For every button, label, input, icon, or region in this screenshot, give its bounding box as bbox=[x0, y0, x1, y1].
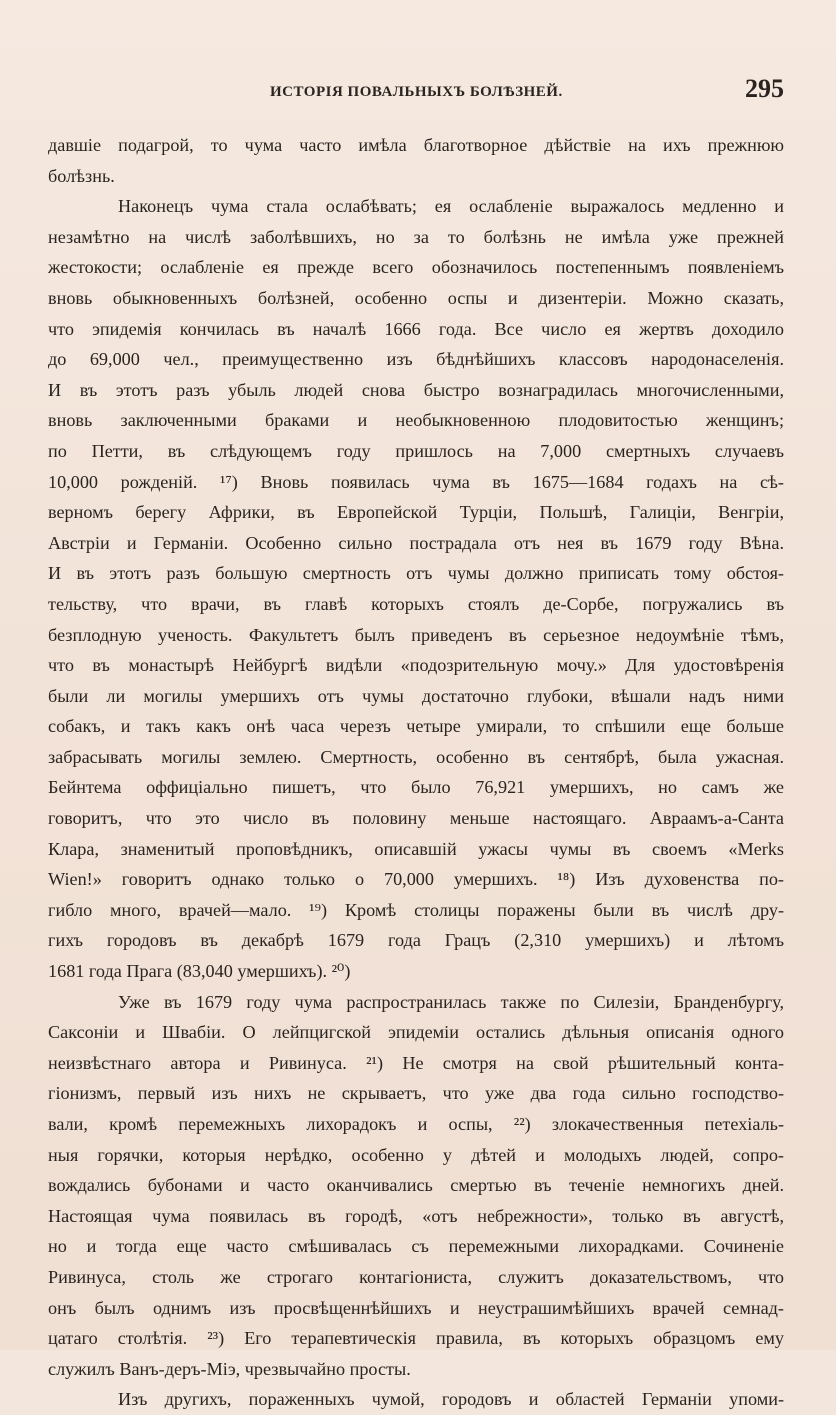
text-line: служилъ Ванъ-деръ-Міэ, чрезвычайно просты. bbox=[48, 1358, 411, 1379]
text-line: тельству, что врачи, въ главѣ которыхъ стоялъ де-Сорбе, погружались въ bbox=[48, 593, 784, 614]
text-line: были ли могилы умершихъ отъ чумы достаточно глубоки, вѣшали надъ ними bbox=[48, 685, 784, 706]
text-line: Изъ другихъ, пораженныхъ чумой, городовъ и областей Германіи упоми- bbox=[118, 1389, 784, 1410]
running-title: ИСТОРІЯ ПОВАЛЬНЫХЪ БОЛѢЗНЕЙ. bbox=[270, 84, 563, 100]
page-number: 295 bbox=[745, 74, 784, 103]
text-line: вождались бубонами и часто оканчивались смертью въ теченіе немногихъ дней. bbox=[48, 1175, 784, 1196]
text-line: 1681 года Прага (83,040 умершихъ). ²⁰) bbox=[48, 961, 351, 982]
text-line: Ривинуса, столь же строгаго контагіониста, служитъ доказательствомъ, что bbox=[48, 1266, 784, 1287]
text-line: вновь обыкновенныхъ болѣзней, особенно оспы и дизентеріи. Можно сказать, bbox=[48, 287, 784, 308]
text-line: Бейнтема оффиціально пишетъ, что было 76,921 умершихъ, но самъ же bbox=[48, 777, 784, 798]
text-line: верномъ берегу Африки, въ Европейской Турціи, Польшѣ, Галиціи, Венгріи, bbox=[48, 502, 784, 523]
text-line: Саксоніи и Швабіи. О лейпцигской эпидеміи остались дѣльныя описанія одного bbox=[48, 1022, 784, 1043]
text-line: давшіе подагрой, то чума часто имѣла благотворное дѣйствіе на ихъ прежнюю bbox=[48, 135, 784, 155]
text-line: вали, кромѣ перемежныхъ лихорадокъ и оспы, ²²) злокачественныя петехіаль- bbox=[48, 1114, 784, 1134]
text-line: что въ монастырѣ Нейбургѣ видѣли «подозрительную мочу.» Для удостовѣренія bbox=[48, 655, 784, 676]
text-line: Настоящая чума появилась въ городѣ, «отъ небрежности», только въ августѣ, bbox=[48, 1205, 784, 1226]
text-line: вновь заключенными браками и необыкновенною плодовитостью женщинъ; bbox=[48, 410, 784, 431]
text-line: ныя горячки, которыя нерѣдко, особенно у дѣтей и молодыхъ людей, сопро- bbox=[48, 1144, 784, 1165]
text-line: гіонизмъ, первый изъ нихъ не скрываетъ, что уже два года сильно господство- bbox=[48, 1083, 784, 1104]
text-line: Австріи и Германіи. Особенно сильно пострадала отъ нея въ 1679 году Вѣна. bbox=[48, 532, 784, 553]
text-line: забрасывать могилы землею. Смертность, особенно въ сентябрѣ, была ужасная. bbox=[48, 746, 784, 767]
text-line: что эпидемія кончилась въ началѣ 1666 года. Все число ея жертвъ доходило bbox=[48, 318, 784, 339]
text-line: гибло много, врачей—мало. ¹⁹) Кромѣ столицы поражены были въ числѣ дру- bbox=[48, 899, 784, 920]
text-line: по Петти, въ слѣдующемъ году пришлось на 7,000 смертныхъ случаевъ bbox=[48, 440, 784, 461]
text-line: неизвѣстнаго автора и Ривинуса. ²¹) Не смотря на свой рѣшительный конта- bbox=[48, 1052, 784, 1073]
text-line: до 69,000 чел., преимущественно изъ бѣднѣйшихъ классовъ народонаселенія. bbox=[48, 349, 784, 370]
text-line: цатаго столѣтія. ²³) Его терапевтическія правила, въ которыхъ образцомъ ему bbox=[48, 1328, 784, 1349]
text-line: 10,000 рожденій. ¹⁷) Вновь появилась чума въ 1675—1684 годахъ на сѣ- bbox=[48, 471, 784, 492]
text-line: болѣзнь. bbox=[48, 165, 115, 186]
text-line: жестокости; ослабленіе ея прежде всего обозначилось постепеннымъ появленіемъ bbox=[48, 257, 784, 278]
page-header bbox=[50, 74, 784, 114]
text-line: но и тогда еще часто смѣшивалась съ перемежными лихорадками. Сочиненіе bbox=[48, 1236, 784, 1257]
text-line: Wien!» говоритъ однако только о 70,000 умершихъ. ¹⁸) Изъ духовенства по- bbox=[48, 869, 784, 890]
text-line: Клара, знаменитый проповѣдникъ, описавшій ужасы чумы въ своемъ «Merks bbox=[48, 838, 784, 859]
text-line: онъ былъ однимъ изъ просвѣщеннѣйшихъ и неустрашимѣйшихъ врачей семнад- bbox=[48, 1297, 784, 1318]
text-line: И въ этотъ разъ большую смертность отъ чумы должно приписать тому обстоя- bbox=[48, 563, 784, 584]
body-text bbox=[48, 130, 784, 1415]
text-line: говоритъ, что это число въ половину меньше настоящаго. Авраамъ-а-Санта bbox=[48, 808, 784, 829]
text-line: безплодную ученость. Факультетъ былъ приведенъ въ серьезное недоумѣніе тѣмъ, bbox=[48, 624, 784, 645]
text-line: И въ этотъ разъ убыль людей снова быстро вознаградилась многочисленными, bbox=[48, 379, 784, 400]
text-line: гихъ городовъ въ декабрѣ 1679 года Грацъ (2,310 умершихъ) и лѣтомъ bbox=[48, 930, 784, 951]
text-line: собакъ, и такъ какъ онѣ часа черезъ четыре умирали, то спѣшили еще больше bbox=[48, 716, 784, 737]
text-line: Наконецъ чума стала ослабѣвать; ея ослабленіе выражалось медленно и bbox=[118, 196, 784, 217]
text-line: Уже въ 1679 году чума распространилась также по Силезіи, Бранденбургу, bbox=[118, 991, 784, 1012]
text-line: незамѣтно на числѣ заболѣвшихъ, но за то болѣзнь не имѣла уже прежней bbox=[48, 226, 784, 247]
